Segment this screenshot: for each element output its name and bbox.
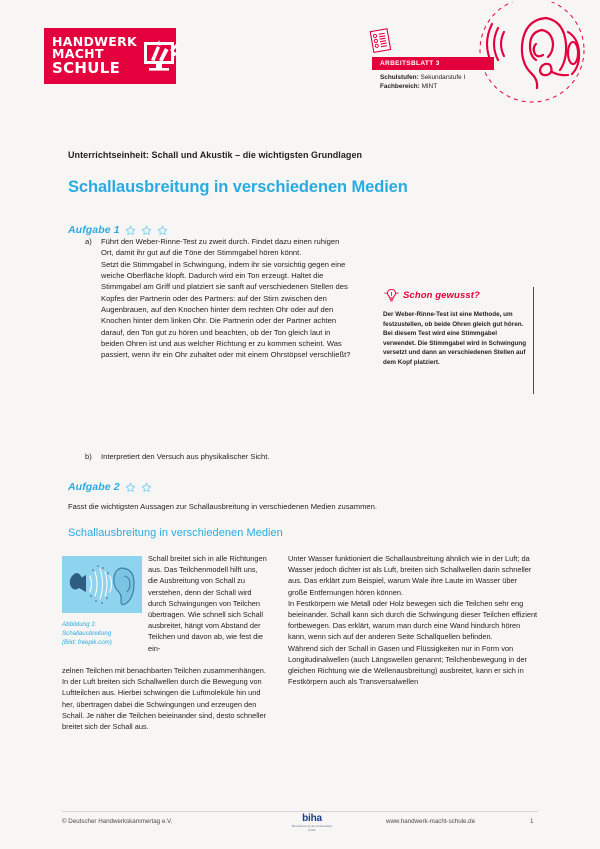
right-column-paragraph-2: In Festkörpern wie Metall oder Holz bewegen sich die Teilchen sehr eng beieinander. Schall kann sich durch die Schwingung dieser Teilchen effizient fortbewegen. Das erklärt, warum man durch eine Wand hindurch hören kann, wenn sich auf der anderen Seite Schallquellen befinden.: [288, 598, 538, 642]
school-level-label: Schulstufen:: [380, 74, 419, 81]
task-2-difficulty-stars: [125, 482, 152, 493]
biha-logo: [291, 814, 333, 832]
know-box: [383, 287, 533, 368]
left-column-body: [62, 665, 269, 732]
task-2-heading: [68, 481, 152, 493]
brand-logo-line-1: HANDWERK: [52, 33, 138, 49]
subject-label: Fachbereich:: [380, 83, 420, 90]
brand-logo: [44, 28, 176, 84]
star-icon: [157, 225, 168, 236]
task-1a-text: [101, 236, 353, 361]
worksheet-number-badge: [372, 57, 494, 70]
task-1-difficulty-stars: [125, 225, 168, 236]
star-icon: [125, 225, 136, 236]
star-icon: [141, 225, 152, 236]
figure-caption-line-1: Abbildung 1:: [62, 621, 97, 628]
sound-waves-to-ear-illustration: [62, 556, 142, 613]
brand-logo-line-3: SCHULE: [52, 59, 121, 78]
task-2-label: Aufgabe 2: [68, 481, 120, 493]
task-1a-marker: a): [85, 237, 92, 246]
biha-logo-word: biha: [302, 813, 322, 824]
lightbulb-icon: [383, 287, 400, 304]
section-title: Schallausbreitung in verschiedenen Medien: [68, 527, 283, 539]
brand-logo-line-2: MACHT: [52, 46, 104, 62]
task-1a-paragraph-2: Setzt die Stimmgabel in Schwingung, indem ihr sie vorsichtig gegen eine weiche Oberfläche klopft. Dadurch wird ein Ton erzeugt. Haltet die Stimmgabel am Griff und platziert sie sanft auf verschiedenen Stellen des Kopfes der Partnerin oder des Partners: auf der Stirn zwischen den Augenbrauen, auf den Knochen hinter dem rechten Ohr oder auf den Knochen hinter dem linken Ohr. Die Partnerin oder der Partner achten darauf, den Ton gut zu hören und beachten, ob der Ton gleich laut in beiden Ohren ist und aus welcher Richtung er zu kommen scheint. Was passiert, wenn ihr ein Ohr zuhaltet oder mit einem Ohrstöpsel verschließt?: [101, 259, 351, 360]
right-column-body: [288, 553, 538, 687]
figure-caption-line-2: Schallausbreitung: [62, 630, 112, 638]
left-column-continuation: zelnen Teilchen mit benachbarten Teilchen zusammenhängen.: [62, 666, 266, 675]
page-title: Schallausbreitung in verschiedenen Medien: [68, 178, 408, 197]
biha-logo-subtitle: Bundesinnung der Hörakustiker KdöR: [291, 824, 333, 832]
footer-url: www.handwerk-macht-schule.de: [386, 818, 476, 825]
figure-caption-line-3: (Bild: freepik.com): [62, 639, 112, 647]
task-1-label: Aufgabe 1: [68, 224, 120, 236]
know-box-divider: [533, 287, 534, 394]
task-2-text: Fasst die wichtigsten Aussagen zur Schallausbreitung in verschiedenen Medien zusammen.: [68, 502, 377, 511]
left-column-intro-text: Schall breitet sich in alle Richtungen aus. Das Teilchenmodell hilft uns, die Ausbreitung von Schall zu verstehen, denn der Schall wird durch Schwingungen von Teilchen übertragen. Wie schnell sich Schall ausbreitet, hängt vom Abstand der Teilchen und davon ab, wie fest die ein-: [148, 554, 267, 653]
unit-subtitle: Unterrichtseinheit: Schall und Akustik – die wichtigsten Grundlagen: [68, 150, 363, 160]
know-box-title: Schon gewusst?: [403, 290, 480, 301]
footer-copyright: © Deutscher Handwerkskammertag e.V.: [62, 818, 173, 825]
worksheet-number-label: ARBEITSBLATT 3: [380, 60, 440, 67]
monitor-tools-icon: [137, 34, 181, 78]
star-icon: [141, 482, 152, 493]
task-1a-paragraph-1: Führt den Weber-Rinne-Test zu zweit durch. Findet dazu einen ruhigen Ort, damit ihr gut auf die Töne der Stimmgabel hören könnt.: [101, 237, 340, 258]
school-level-meta: [380, 74, 465, 81]
right-column-paragraph-1: Unter Wasser funktioniert die Schallausbreitung ähnlich wie in der Luft; da Wasser jedoch dichter ist als Luft, breiten sich Schallwellen darin schneller aus. Das erklärt zum Beispiel, warum Wale ihre Laute im Wasser über große Entfernungen hören können.: [288, 554, 532, 597]
worksheet-document-icon: [368, 28, 394, 54]
know-box-heading: [383, 287, 533, 304]
school-level-value: Sekundarstufe I: [420, 74, 466, 81]
right-column-paragraph-3: Während sich der Schall in Gasen und Flüssigkeiten nur in Form von Longitudinalwellen (auch Längswellen genannt; Teilchenbewegung in der gleichen Richtung wie die Wellenausbreitung) ausbreitet, kann er sich in Festkörpern auch als Transversalwellen: [288, 643, 528, 687]
left-column-paragraph-2: In der Luft breiten sich Schallwellen durch die Bewegung von Luftteilchen aus. Hierbei schwingen die Luftmoleküle hin und her, übertragen dabei die Schwingungen und erzeugen den Schall. Je näher die Teilchen beieinander sind, desto schneller breitet sich der Schall aus.: [62, 677, 267, 732]
task-1b-text: Interpretiert den Versuch aus physikalischer Sicht.: [101, 452, 270, 461]
footer-page-number: 1: [530, 818, 534, 825]
footer-divider: [62, 811, 538, 812]
subject-value: MINT: [421, 83, 438, 90]
task-1b-marker: b): [85, 452, 92, 461]
task-1-heading: [68, 224, 168, 236]
figure-sound-propagation: [62, 556, 142, 613]
subject-meta: [380, 83, 437, 90]
figure-caption: [62, 620, 146, 648]
star-icon: [125, 482, 136, 493]
brand-logo-wordmark: [52, 33, 138, 78]
know-box-text: Der Weber-Rinne-Test ist eine Methode, um festzustellen, ob beide Ohren gleich gut hören. Bei diesem Test wird eine Stimmgabel verwendet. Die Stimmgabel wird in Schwingung versetzt und dann an verschiedenen Stellen auf dem Kopf platziert.: [383, 311, 527, 366]
